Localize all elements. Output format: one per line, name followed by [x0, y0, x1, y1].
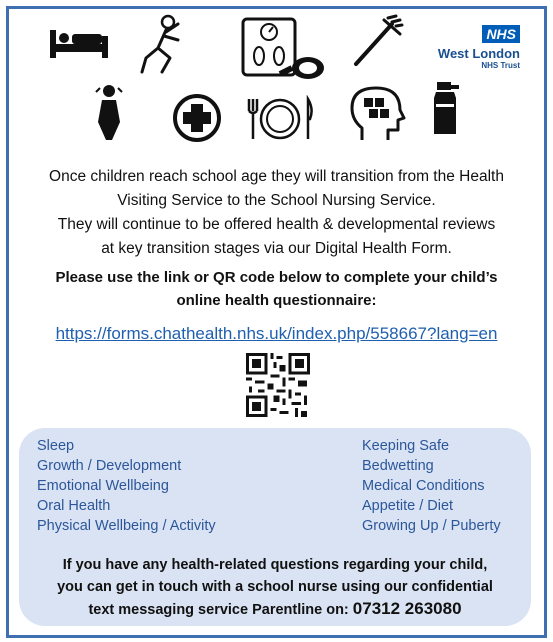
scales-icon: [240, 16, 326, 82]
topic-item: Appetite / Diet: [362, 498, 454, 514]
topic-item: Physical Wellbeing / Activity: [37, 518, 216, 534]
nhs-logo: NHS: [482, 25, 520, 43]
qr-code[interactable]: [246, 353, 310, 417]
intro-line: at key transition stages via our Digital Health Form.: [101, 240, 452, 257]
topics-left-list: [37, 436, 216, 536]
intro-text: [14, 165, 539, 261]
instruction-line: Please use the link or QR code below to complete your child’s: [55, 269, 498, 286]
toothbrush-icon: [350, 14, 404, 70]
topic-item: Medical Conditions: [362, 478, 485, 494]
topic-item: Growth / Development: [37, 458, 182, 474]
medical-cross-icon: [172, 93, 222, 143]
phone-number[interactable]: 07312 263080: [352, 599, 462, 618]
topics-panel: [19, 428, 531, 626]
intro-line: Once children reach school age they will transition from the Health: [49, 168, 504, 185]
questionnaire-link[interactable]: https://forms.chathealth.nhs.uk/index.php/558667?lang=en: [55, 324, 498, 343]
intro-line: Visiting Service to the School Nursing Service.: [117, 192, 436, 209]
contact-line: text messaging service Parentline on:: [88, 602, 353, 618]
trust-label: NHS Trust: [481, 61, 520, 70]
topic-item: Growing Up / Puberty: [362, 518, 501, 534]
intro-line: They will continue to be offered health & developmental reviews: [57, 216, 496, 233]
nhs-brand: [430, 25, 520, 71]
instruction-text: [14, 266, 539, 312]
exercise-icon: [138, 14, 190, 76]
contact-text: [19, 554, 531, 621]
topic-item: Bedwetting: [362, 458, 434, 474]
toilet-need-icon: [92, 84, 126, 142]
water-bottle-icon: [428, 80, 462, 136]
topics-right-list: [362, 436, 501, 536]
topic-item: Oral Health: [37, 498, 111, 514]
topic-item: Emotional Wellbeing: [37, 478, 169, 494]
contact-line: If you have any health-related questions regarding your child,: [62, 557, 488, 573]
head-puzzle-icon: [348, 84, 406, 144]
instruction-line: online health questionnaire:: [176, 292, 377, 309]
contact-line-wrap: [19, 598, 531, 621]
bed-icon: [48, 26, 110, 60]
plate-cutlery-icon: [244, 95, 316, 141]
topic-item: Keeping Safe: [362, 438, 450, 454]
topic-item: Sleep: [37, 438, 75, 454]
contact-line: you can get in touch with a school nurse using our confidential: [57, 579, 493, 595]
trust-name: West London: [437, 46, 520, 61]
